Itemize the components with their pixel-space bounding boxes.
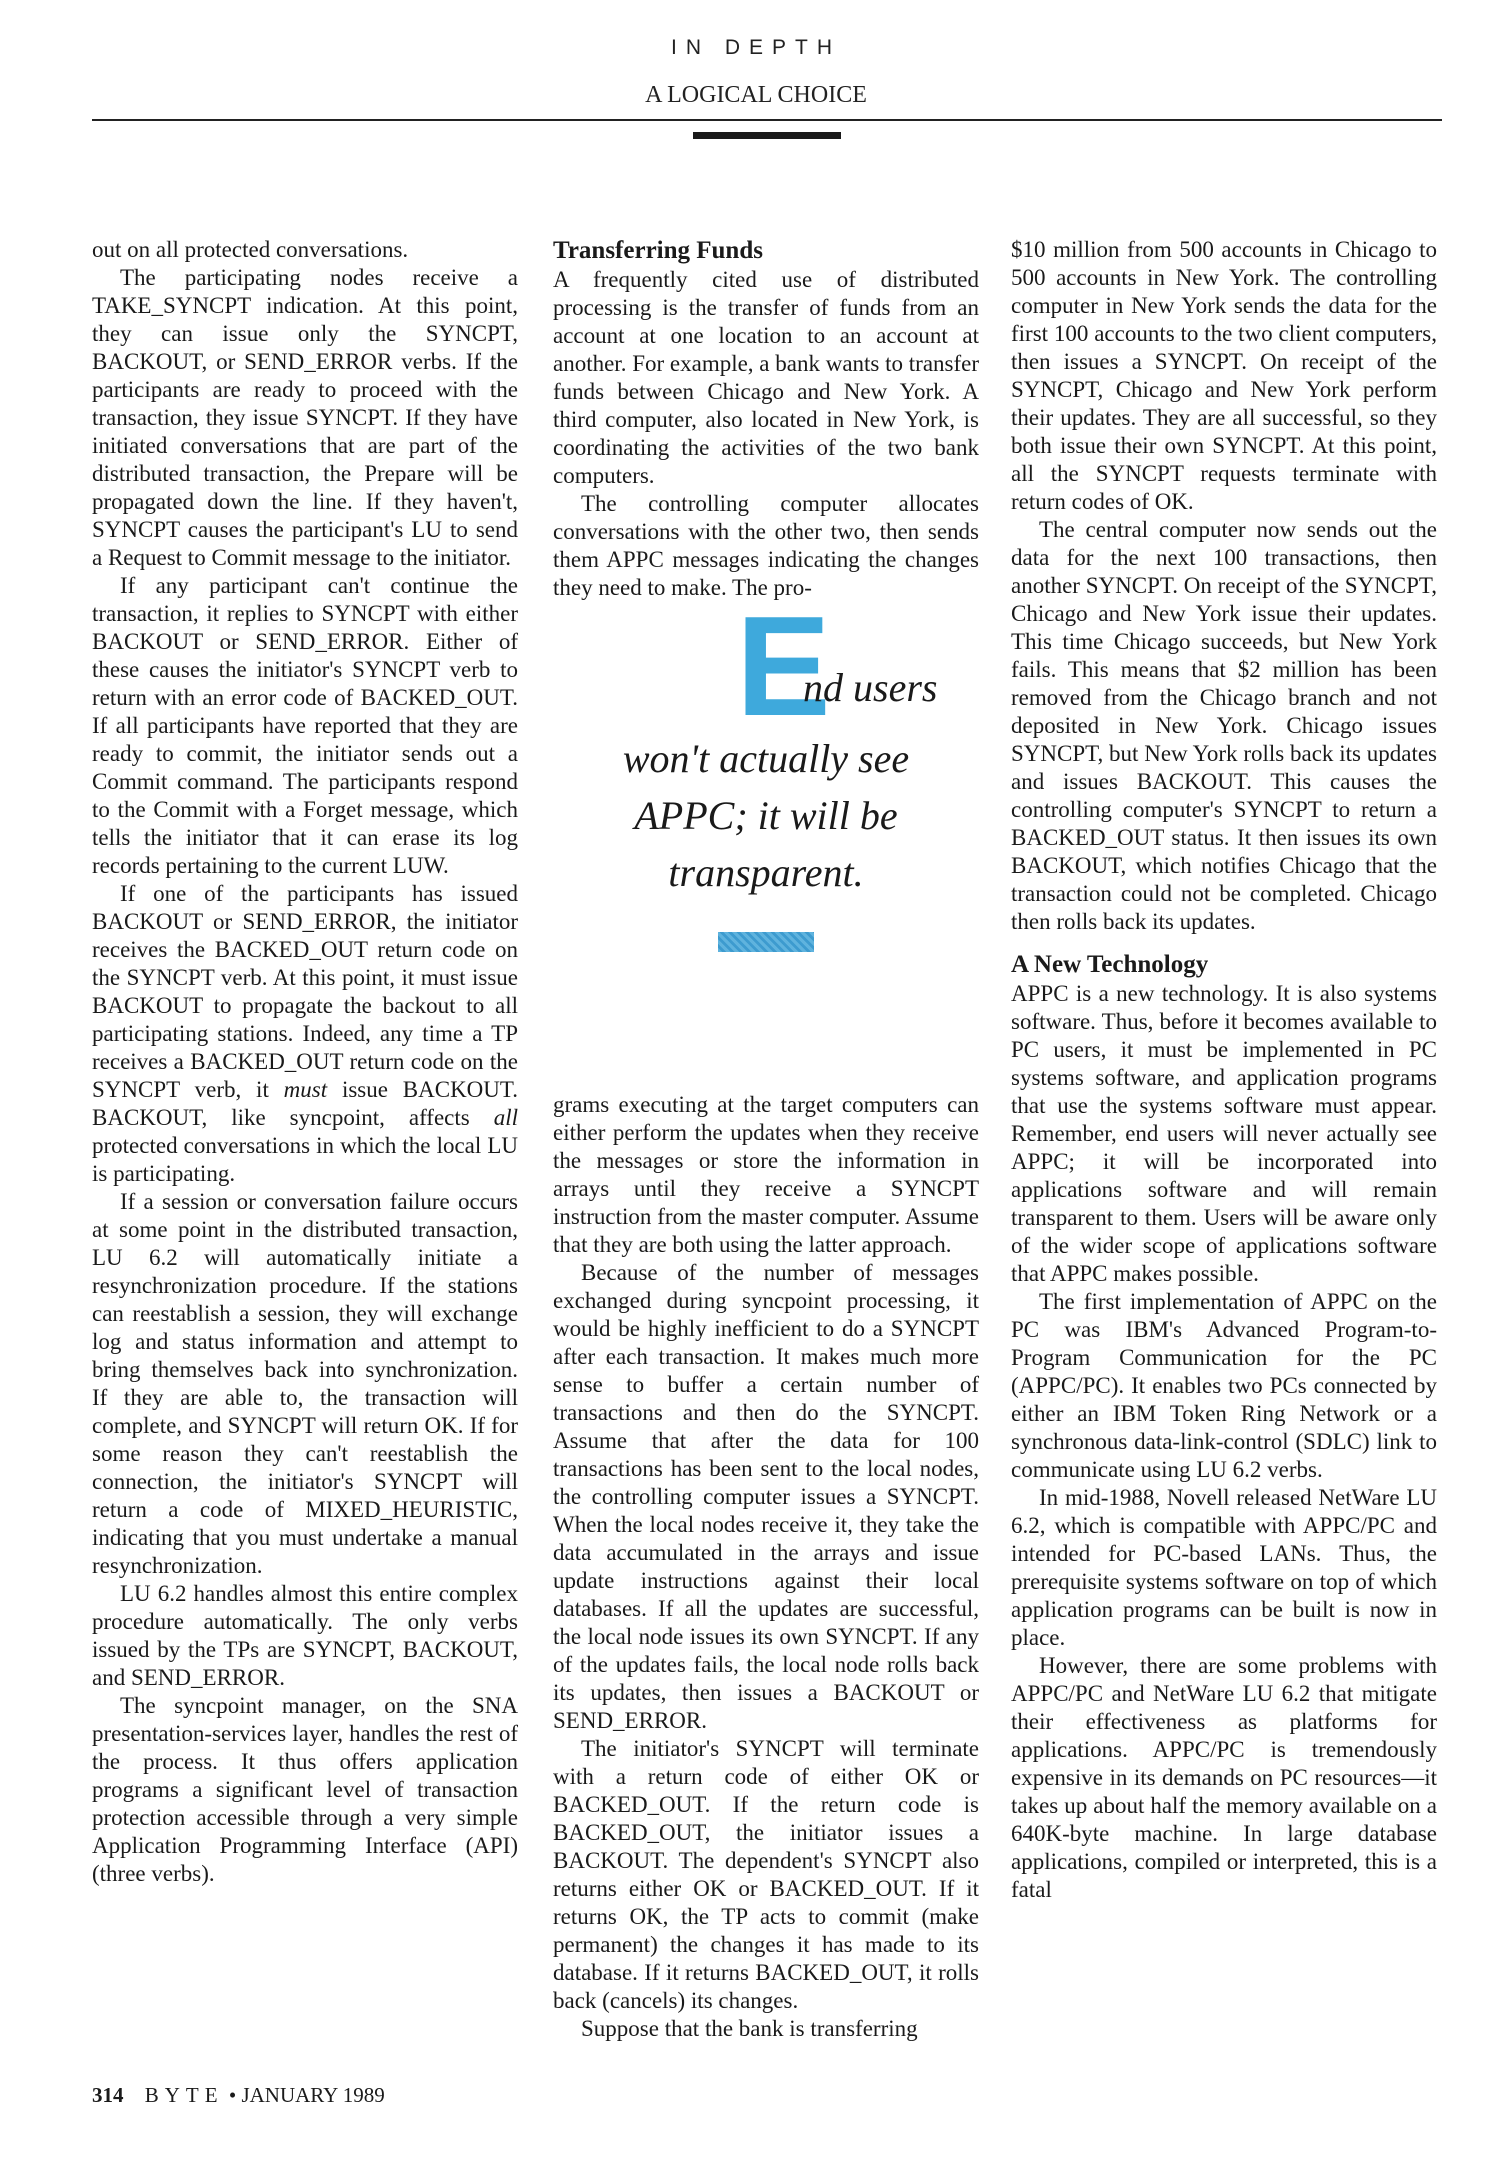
paragraph: The syncpoint manager, on the SNA presentation-services layer, handles the rest of the process. It thus offers application programs a significant level of transaction protection accessible through a very simple Application Programming Interface (API) (three verbs).	[92, 1693, 518, 1886]
text-run: If one of the participants has issued BACKOUT or SEND_ERROR, the initiator receives the BACKED_OUT return code on the SYNCPT verb. At this point, it must issue BACKOUT to propagate the backout to all participating stations. Indeed, any time a TP receives a BACKED_OUT return code on the SYNCPT verb, it	[92, 881, 518, 1102]
pull-quote-line: APPC; it will be	[634, 793, 898, 838]
page-number: 314	[92, 2083, 124, 2107]
header-accent-bar	[693, 132, 841, 139]
paragraph: The central computer now sends out the data for the next 100 transactions, then another SYNCPT. On receipt of the SYNCPT, Chicago and New York issue their updates. This time Chicago succeeds, but New York fails. This means that $2 million has been removed from the Chicago branch and not deposited in New York. Chicago issues SYNCPT, but New York rolls back its updates and issues BACKOUT. This causes the controlling computer's SYNCPT to return a BACKED_OUT status. It then issues its own BACKOUT, which notifies Chicago that the transaction could not be completed. Chicago then rolls back its updates.	[1011, 517, 1437, 934]
article-running-title: A LOGICAL CHOICE	[645, 82, 867, 108]
issue-date: JANUARY 1989	[241, 2083, 385, 2107]
column-2	[553, 236, 979, 2043]
magazine-name: BYTE	[144, 2083, 224, 2107]
pull-quote-bar	[718, 932, 814, 952]
text-run: issue BACKOUT. BACKOUT, like syncpoint, affects	[92, 1077, 518, 1130]
paragraph: LU 6.2 handles almost this entire complex procedure automatically. The only verbs issued by the TPs are SYNCPT, BACKOUT, and SEND_ERROR.	[92, 1581, 518, 1690]
paragraph: $10 million from 500 accounts in Chicago to 500 accounts in New York. The controlling computer in New York sends the data for the first 100 accounts to the two client computers, then issues a SYNCPT. On receipt of the SYNCPT, Chicago and New York perform their updates. They are all successful, so they both issue their own SYNCPT. At this point, all the SYNCPT requests terminate with return codes of OK.	[1011, 237, 1437, 514]
paragraph: Because of the number of messages exchanged during syncpoint processing, it would be highly inefficient to do a SYNCPT after each transaction. It makes much more sense to buffer a certain number of transactions and then do the SYNCPT. Assume that after the data for 100 transactions has been sent to the local nodes, the controlling computer issues a SYNCPT. When the local nodes receive it, they take the data accumulated in the arrays and issue update instructions against their local databases. If all the updates are successful, the local node issues its own SYNCPT. If any of the updates fails, the local node rolls back its updates, then issues a BACKOUT or SEND_ERROR.	[553, 1260, 979, 1733]
paragraph: In mid-1988, Novell released NetWare LU 6.2, which is compatible with APPC/PC and intended for PC-based LANs. Thus, the prerequisite systems software on top of which application programs can be built is now in place.	[1011, 1485, 1437, 1650]
paragraph: However, there are some problems with APPC/PC and NetWare LU 6.2 that mitigate their effectiveness as platforms for applications. APPC/PC is tremendously expensive in its demands on PC resources—it takes up about half the memory available on a 640K-byte machine. In large database applications, compiled or interpreted, this is a fatal	[1011, 1653, 1437, 1902]
section-heading: A New Technology	[1011, 951, 1209, 978]
paragraph: The first implementation of APPC on the PC was IBM's Advanced Program-to-Program Communication for the PC (APPC/PC). It enables two PCs connected by either an IBM Token Ring Network or a synchronous data-link-control (SDLC) link to communicate using LU 6.2 verbs.	[1011, 1289, 1437, 1482]
pull-quote-line: nd users	[803, 665, 938, 710]
paragraph: grams executing at the target computers can either perform the updates when they receive the messages or store the information in arrays until they receive a SYNCPT instruction from the master computer. Assume that they are both using the latter approach.	[553, 1092, 979, 1257]
paragraph: out on all protected conversations.	[92, 237, 409, 262]
paragraph: If any participant can't continue the transaction, it replies to SYNCPT with either BACKOUT or SEND_ERROR. Either of these causes the initiator's SYNCPT verb to return with an error code of BACKED_OUT. If all participants have reported that they are ready to commit, the initiator sends out a Commit command. The participants respond to the Commit with a Forget message, which tells the initiator that it can erase its log records pertaining to the current LUW.	[92, 573, 518, 878]
paragraph: The initiator's SYNCPT will terminate with a return code of either OK or BACKED_OUT. If the return code is BACKED_OUT, the initiator issues a BACKOUT. The dependent's SYNCPT also returns either OK or BACKED_OUT. If it returns OK, the TP acts to commit (make permanent) the changes it has made to its database. If it returns BACKED_OUT, it rolls back (cancels) its changes.	[553, 1736, 979, 2013]
page-footer	[92, 2083, 385, 2108]
pull-quote	[553, 587, 979, 1087]
paragraph: The controlling computer allocates conversations with the other two, then sends them APPC messages indicating the changes they need to make. The pro-	[553, 491, 979, 600]
pull-quote-initial: E	[736, 587, 831, 746]
paragraph	[92, 880, 518, 1188]
paragraph: A frequently cited use of distributed processing is the transfer of funds from an account at one location to an account at another. For example, a bank wants to transfer funds between Chicago and New York. A third computer, also located in New York, is coordinating the activities of the two bank computers.	[553, 267, 980, 488]
pull-quote-line: transparent.	[668, 850, 864, 895]
column-1	[92, 236, 518, 1888]
emphasis: all	[493, 1105, 518, 1130]
text-run: protected conversations in which the local LU is participating.	[92, 1133, 518, 1186]
paragraph: The participating nodes receive a TAKE_SYNCPT indication. At this point, they can issue only the SYNCPT, BACKOUT, or SEND_ERROR verbs. If the participants are ready to proceed with the transaction, they issue SYNCPT. If they have initiated conversations that are part of the distributed transaction, the Prepare will be propagated down the line. If they haven't, SYNCPT causes the participant's LU to send a Request to Commit message to the initiator.	[92, 265, 518, 570]
section-label: IN DEPTH	[670, 36, 841, 59]
paragraph: Suppose that the bank is transferring	[581, 2016, 918, 2041]
column-3	[1011, 236, 1437, 1904]
paragraph: APPC is a new technology. It is also systems software. Thus, before it becomes available to PC users, it must be implemented in PC systems software, and application programs that use the systems software must appear. Remember, end users will never actually see APPC; it will be incorporated into applications software and will remain transparent to them. Users will be aware only of the wider scope of applications software that APPC makes possible.	[1011, 981, 1437, 1286]
paragraph: If a session or conversation failure occurs at some point in the distributed transaction, LU 6.2 will automatically initiate a resynchronization procedure. If the stations can reestablish a session, they will exchange log and status information and attempt to bring themselves back into synchronization. If they are able to, the transaction will complete, and SYNCPT will return OK. If for some reason they can't reestablish the connection, the initiator's SYNCPT will return a code of MIXED_HEURISTIC, indicating that you must undertake a manual resynchronization.	[92, 1189, 518, 1578]
footer-separator: •	[228, 2083, 237, 2107]
pull-quote-body	[553, 730, 979, 901]
emphasis: must	[283, 1077, 328, 1102]
header-rule	[92, 119, 1442, 121]
pull-quote-line: won't actually see	[622, 736, 910, 781]
section-heading: Transferring Funds	[553, 237, 763, 264]
